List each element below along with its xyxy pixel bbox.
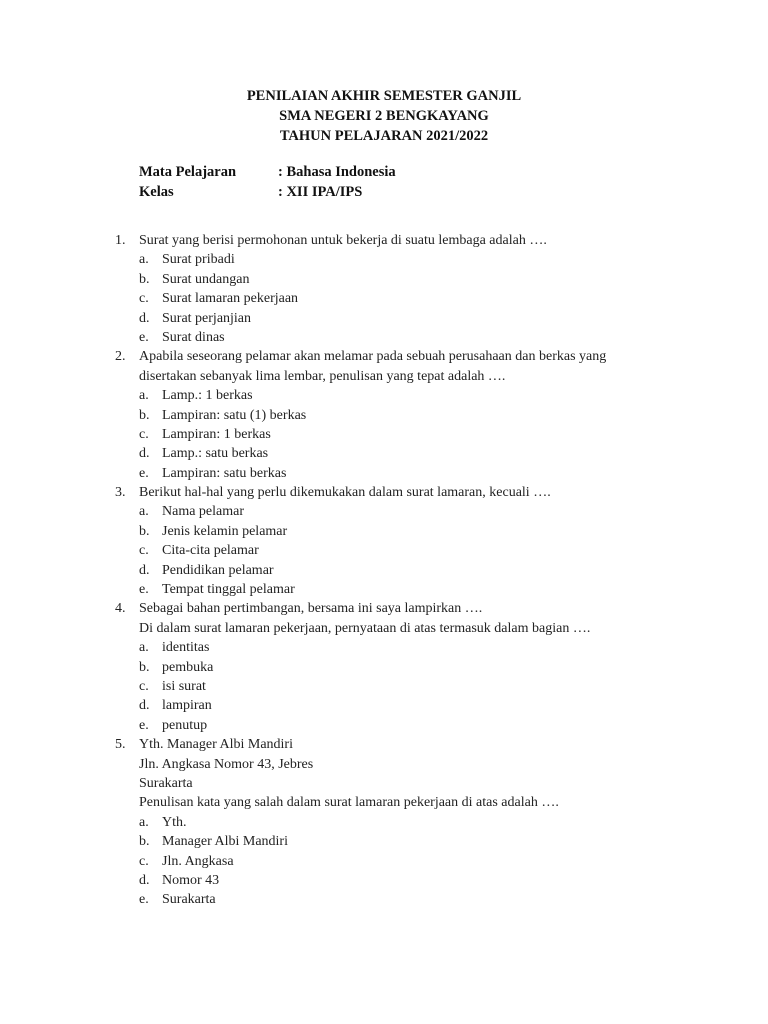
option-letter: e. xyxy=(139,892,149,908)
question-line xyxy=(0,483,768,502)
answer-option xyxy=(0,852,768,871)
answer-option xyxy=(0,658,768,677)
option-letter: b. xyxy=(139,407,150,423)
answer-option xyxy=(0,561,768,580)
question-number: 4. xyxy=(115,601,126,617)
answer-option xyxy=(0,309,768,328)
exam-meta xyxy=(139,164,639,204)
question-text: Apabila seseorang pelamar akan melamar pada sebuah perusahaan dan berkas yang xyxy=(139,349,607,365)
option-letter: d. xyxy=(139,872,150,888)
answer-option xyxy=(0,541,768,560)
option-text: Tempat tinggal pelamar xyxy=(162,582,295,598)
meta-label: Kelas xyxy=(139,184,174,200)
option-text: Nama pelamar xyxy=(162,504,245,520)
option-letter: d. xyxy=(139,310,150,326)
answer-option xyxy=(0,270,768,289)
question-number: 1. xyxy=(115,233,126,248)
answer-option xyxy=(0,502,768,521)
meta-label: Mata Pelajaran xyxy=(139,164,237,180)
option-letter: b. xyxy=(139,271,150,287)
question-line xyxy=(0,755,768,774)
option-text: Jln. Angkasa xyxy=(162,853,234,869)
option-letter: d. xyxy=(139,698,150,714)
question-text: Surat yang berisi permohonan untuk bekerja di suatu lembaga adalah …. xyxy=(139,233,547,248)
question-line xyxy=(0,231,768,250)
option-letter: b. xyxy=(139,659,150,675)
answer-option xyxy=(0,444,768,463)
question-item xyxy=(0,599,768,735)
question-text: Penulisan kata yang salah dalam surat lamaran pekerjaan di atas adalah …. xyxy=(139,795,559,811)
option-text: Nomor 43 xyxy=(162,872,220,888)
question-line xyxy=(0,735,768,754)
question-item xyxy=(0,231,768,347)
answer-option xyxy=(0,696,768,715)
answer-option xyxy=(0,522,768,541)
option-text: pembuka xyxy=(162,659,214,675)
option-text: Surat lamaran pekerjaan xyxy=(162,291,299,307)
meta-subject xyxy=(139,164,639,184)
question-text: disertakan sebanyak lima lembar, penulisan yang tepat adalah …. xyxy=(139,368,506,384)
option-letter: c. xyxy=(139,678,149,694)
option-letter: a. xyxy=(139,640,149,656)
school-name: SMA NEGERI 2 BENGKAYANG xyxy=(279,108,489,124)
question-item xyxy=(0,483,768,599)
option-letter: c. xyxy=(139,543,149,559)
answer-option xyxy=(0,406,768,425)
answer-option xyxy=(0,890,768,909)
option-letter: c. xyxy=(139,853,149,869)
option-text: Surakarta xyxy=(162,892,216,908)
answer-option xyxy=(0,289,768,308)
option-text: Lampiran: 1 berkas xyxy=(162,426,271,442)
answer-option xyxy=(0,386,768,405)
meta-value: : Bahasa Indonesia xyxy=(278,164,396,180)
question-text: Sebagai bahan pertimbangan, bersama ini saya lampirkan …. xyxy=(139,601,483,617)
academic-year: TAHUN PELAJARAN 2021/2022 xyxy=(279,128,489,144)
meta-value: : XII IPA/IPS xyxy=(278,184,363,200)
option-text: Surat dinas xyxy=(162,329,225,345)
answer-option xyxy=(0,250,768,269)
option-letter: e. xyxy=(139,582,149,598)
question-text: Berikut hal-hal yang perlu dikemukakan dalam surat lamaran, kecuali …. xyxy=(139,485,551,501)
answer-option xyxy=(0,716,768,735)
answer-option xyxy=(0,813,768,832)
option-letter: b. xyxy=(139,834,150,850)
option-letter: d. xyxy=(139,562,150,578)
option-letter: a. xyxy=(139,814,149,830)
option-text: penutup xyxy=(162,717,208,733)
option-text: Jenis kelamin pelamar xyxy=(162,523,288,539)
option-text: lampiran xyxy=(162,698,212,714)
option-letter: a. xyxy=(139,388,149,404)
question-number: 5. xyxy=(115,737,126,753)
option-letter: e. xyxy=(139,329,149,345)
option-text: Yth. xyxy=(162,814,187,830)
exam-header xyxy=(0,86,768,146)
option-letter: c. xyxy=(139,426,149,442)
question-line xyxy=(0,793,768,812)
option-letter: a. xyxy=(139,252,149,268)
question-number: 2. xyxy=(115,349,126,365)
option-letter: b. xyxy=(139,523,150,539)
answer-option xyxy=(0,425,768,444)
question-text: Di dalam surat lamaran pekerjaan, pernyataan di atas termasuk dalam bagian …. xyxy=(139,620,591,636)
answer-option xyxy=(0,580,768,599)
option-text: Cita-cita pelamar xyxy=(162,543,259,559)
option-letter: d. xyxy=(139,446,150,462)
option-text: Surat perjanjian xyxy=(162,310,252,326)
question-text: Yth. Manager Albi Mandiri xyxy=(139,737,293,753)
answer-option xyxy=(0,871,768,890)
question-number: 3. xyxy=(115,485,126,501)
answer-option xyxy=(0,638,768,657)
option-text: Lamp.: 1 berkas xyxy=(162,388,253,404)
question-line xyxy=(0,774,768,793)
option-letter: e. xyxy=(139,717,149,733)
answer-option xyxy=(0,677,768,696)
option-letter: c. xyxy=(139,291,149,307)
option-text: Lampiran: satu berkas xyxy=(162,465,287,481)
option-text: Surat undangan xyxy=(162,271,250,287)
option-text: Manager Albi Mandiri xyxy=(162,834,288,850)
exam-title: PENILAIAN AKHIR SEMESTER GANJIL xyxy=(246,88,522,104)
question-line xyxy=(0,347,768,366)
answer-option xyxy=(0,464,768,483)
question-item xyxy=(0,735,768,910)
answer-option xyxy=(0,832,768,851)
option-letter: a. xyxy=(139,504,149,520)
option-text: isi surat xyxy=(162,678,206,694)
option-letter: e. xyxy=(139,465,149,481)
option-text: identitas xyxy=(162,640,210,656)
question-text: Jln. Angkasa Nomor 43, Jebres xyxy=(139,756,314,772)
question-item xyxy=(0,347,768,483)
option-text: Surat pribadi xyxy=(162,252,235,268)
option-text: Lampiran: satu (1) berkas xyxy=(162,407,307,423)
option-text: Lamp.: satu berkas xyxy=(162,446,269,462)
answer-option xyxy=(0,328,768,347)
question-line xyxy=(0,599,768,618)
meta-class xyxy=(139,184,639,204)
question-text: Surakarta xyxy=(139,775,193,791)
question-line xyxy=(0,367,768,386)
question-list xyxy=(0,231,768,910)
option-text: Pendidikan pelamar xyxy=(162,562,274,578)
question-line xyxy=(0,619,768,638)
